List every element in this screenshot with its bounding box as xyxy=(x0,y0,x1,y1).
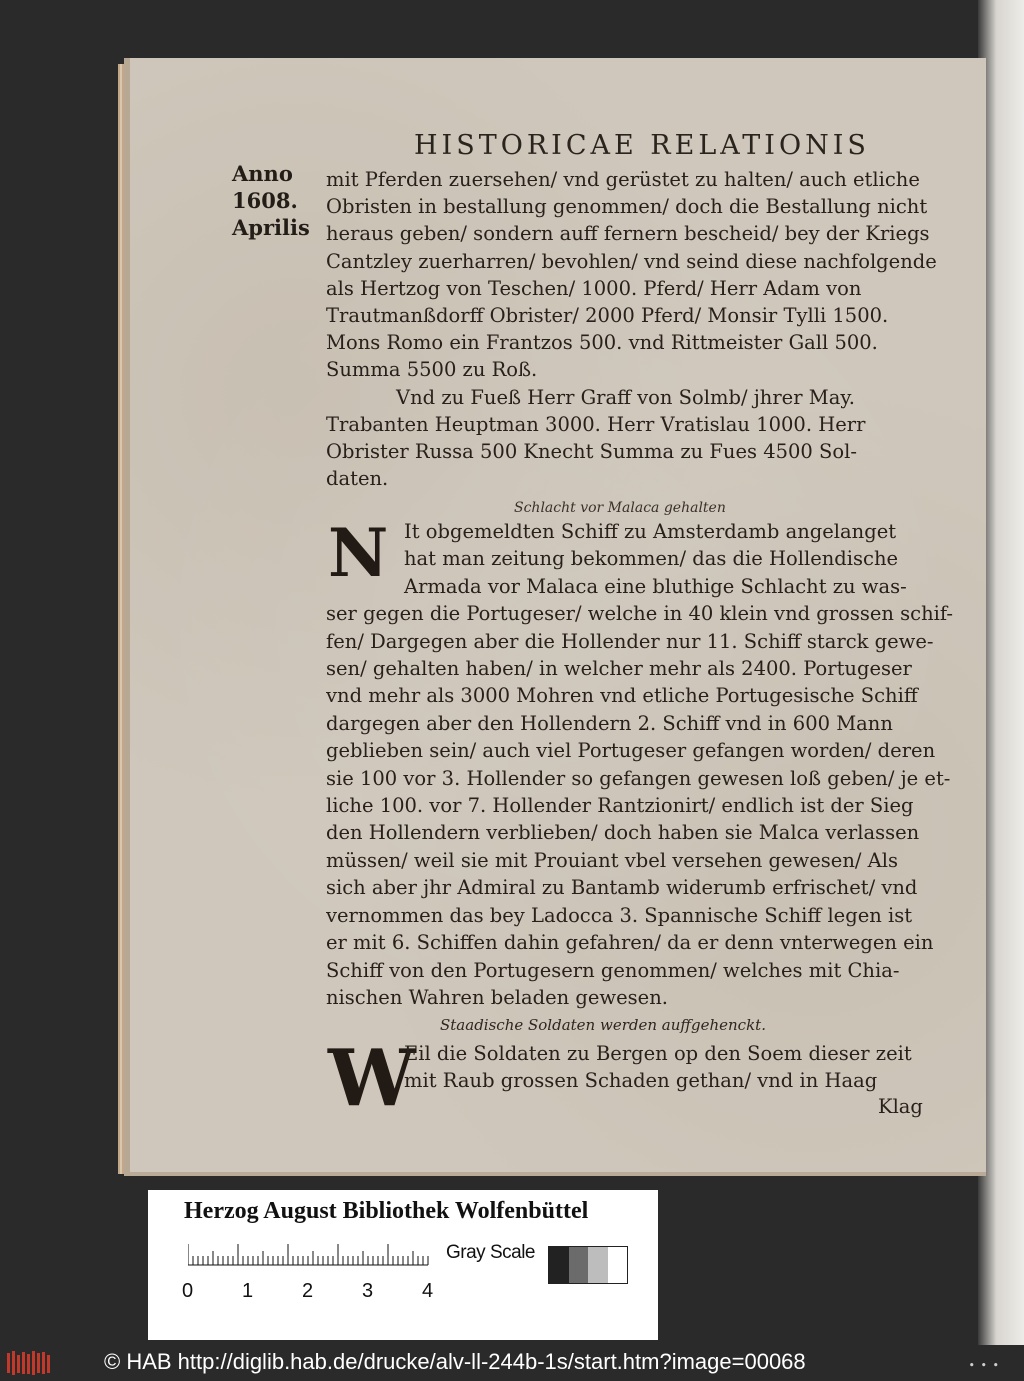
library-name: Herzog August Bibliothek Wolfenbüttel xyxy=(184,1198,589,1224)
text-line: Vnd zu Fueß Herr Graff von Solmb/ jhrer May. xyxy=(396,385,855,409)
paragraph-1 xyxy=(326,166,956,492)
footer-copyright-url: © HAB http://diglib.hab.de/drucke/alv-ll-244b-1s/start.htm?image=00068 xyxy=(104,1349,806,1374)
margin-note-line: Aprilis xyxy=(232,215,310,240)
text-line: den Hollendern verblieben/ doch haben sie Malca verlassen xyxy=(326,821,920,845)
text-line: dargegen aber den Hollendern 2. Schiff vnd in 600 Mann xyxy=(326,711,893,735)
text-line: mit Pferden zuersehen/ vnd gerüstet zu halten/ auch etliche xyxy=(326,168,920,191)
text-line: Armada vor Malaca eine bluthige Schlacht zu was- xyxy=(404,574,907,598)
swatch-dark-gray xyxy=(569,1247,589,1283)
color-calibration-card xyxy=(148,1190,658,1340)
text-line: Obristen in bestallung genommen/ doch die Bestallung nicht xyxy=(326,195,928,219)
swatch-black xyxy=(549,1247,569,1283)
text-line: vnd mehr als 3000 Mohren vnd etliche Portugesische Schiff xyxy=(326,684,918,708)
text-line: Trautmanßdorff Obrister/ 2000 Pferd/ Monsir Tylli 1500. xyxy=(326,304,889,328)
text-line: mit Raub grossen Schaden gethan/ vnd in Haag xyxy=(404,1069,878,1092)
text-line: ser gegen die Portugeser/ welche in 40 klein vnd grossen schif- xyxy=(326,602,953,626)
ruler-label: 0 xyxy=(182,1280,194,1302)
text-line: sich aber jhr Admiral zu Bantamb widerumb erfrischet/ vnd xyxy=(326,876,918,900)
text-line: müssen/ weil sie mit Prouiant vbel versehen gewesen/ Als xyxy=(326,848,898,872)
text-line: sen/ gehalten haben/ in welcher mehr als 2400. Portugeser xyxy=(326,657,912,681)
drop-cap: N xyxy=(328,514,389,592)
text-line: nischen Wahren beladen gewesen. xyxy=(326,985,668,1009)
text-line: Trabanten Heuptman 3000. Herr Vratislau 1000. Herr xyxy=(326,412,866,436)
margin-note xyxy=(232,160,322,241)
margin-note-line: Anno xyxy=(232,161,293,186)
section-heading-soldaten: Staadische Soldaten werden auffgehenckt. xyxy=(440,1016,766,1034)
drop-cap: W xyxy=(328,1033,416,1124)
text-line: daten. xyxy=(326,467,389,491)
text-line: sie 100 vor 3. Hollender so gefangen gewesen loß geben/ je et- xyxy=(326,766,951,790)
text-line: Eil die Soldaten zu Bergen op den Soem dieser zeit xyxy=(404,1042,912,1065)
ruler-label: 1 xyxy=(242,1280,254,1302)
ruler-label: 2 xyxy=(302,1280,314,1302)
text-line: Summa 5500 zu Roß. xyxy=(326,358,538,382)
text-line: Schiff von den Portugesern genommen/ welches mit Chia- xyxy=(326,958,900,982)
margin-note-line: 1608. xyxy=(232,188,298,213)
text-line: Cantzley zuerharren/ bevohlen/ vnd seind diese nachfolgende xyxy=(326,249,937,273)
text-line: Mons Romo ein Frantzos 500. vnd Rittmeister Gall 500. xyxy=(326,331,878,355)
text-line: als Hertzog von Teschen/ 1000. Pferd/ Herr Adam von xyxy=(326,276,862,300)
footer-dots: • • • xyxy=(968,1359,1000,1372)
text-line: Obrister Russa 500 Knecht Summa zu Fues 4500 Sol- xyxy=(326,440,857,464)
grayscale-swatches xyxy=(548,1246,628,1284)
paragraph-2 xyxy=(326,514,956,1011)
grayscale-label: Gray Scale xyxy=(446,1242,535,1263)
ruler-scale xyxy=(188,1244,433,1266)
text-line: geblieben sein/ auch viel Portugeser gefangen worden/ deren xyxy=(326,739,936,763)
hab-logo-icon xyxy=(6,1350,52,1376)
text-line: er mit 6. Schiffen dahin gefahren/ da er denn vnterwegen ein xyxy=(326,931,934,955)
text-line: hat man zeitung bekommen/ das die Hollendische xyxy=(404,547,899,571)
running-head: HISTORICAE RELATIONIS xyxy=(414,130,870,161)
ruler-label: 3 xyxy=(362,1280,374,1302)
ruler-label: 4 xyxy=(422,1280,434,1302)
text-line: liche 100. vor 7. Hollender Rantzionirt/ endlich ist der Sieg xyxy=(326,794,914,818)
swatch-light-gray xyxy=(588,1247,608,1283)
footer-bar xyxy=(0,1345,1024,1381)
swatch-white xyxy=(608,1247,628,1283)
text-line: heraus geben/ sondern auff fernern bescheid/ bey der Kriegs xyxy=(326,222,930,246)
text-line: fen/ Dargegen aber die Hollender nur 11. Schiff starck gewe- xyxy=(326,629,934,653)
text-line: vernommen das bey Ladocca 3. Spannische Schiff legen ist xyxy=(326,903,913,927)
section-heading-malaca: Schlacht vor Malaca gehalten xyxy=(514,500,726,516)
catchword: Klag xyxy=(878,1095,923,1118)
paragraph-3 xyxy=(326,1040,956,1094)
text-line: It obgemeldten Schiff zu Amsterdamb angelanget xyxy=(404,520,897,543)
